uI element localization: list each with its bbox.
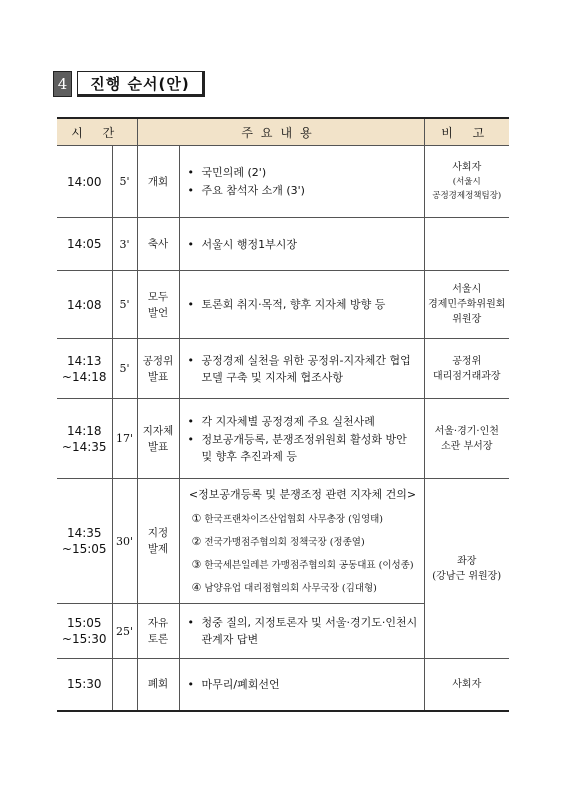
note-cell xyxy=(424,218,509,271)
table-row xyxy=(57,271,509,339)
time-cell: 14:35 ~15:05 xyxy=(57,479,112,604)
table-row xyxy=(57,146,509,218)
section-heading xyxy=(53,71,205,97)
time-cell: 14:13 ~14:18 xyxy=(57,339,112,399)
item-cell: 자유 토론 xyxy=(137,604,179,659)
content-cell xyxy=(179,659,424,711)
header-content: 주요내용 xyxy=(137,118,424,146)
list-item: • 공정경제 실천을 위한 공정위-지자체간 협업모델 구축 및 지자체 협조사항 xyxy=(187,353,411,384)
list-item: • 각 지자체별 공정경제 주요 실천사례 xyxy=(187,414,375,428)
section-number: 4 xyxy=(53,71,72,97)
list-item: • 국민의례 (2') xyxy=(187,166,267,179)
time-cell: 14:08 xyxy=(57,271,112,339)
header-time: 시 간 xyxy=(57,118,137,146)
list-item: • 서울시 행정1부시장 xyxy=(187,237,298,251)
duration-cell: 17' xyxy=(112,399,137,479)
list-item: • 정보공개등록, 분쟁조정위원회 활성화 방안 및 향후 추진과제 등 xyxy=(187,432,407,463)
note-cell: 사회자 (서울시 공정경제정책팀장) xyxy=(424,146,509,218)
time-cell: 14:18 ~14:35 xyxy=(57,399,112,479)
item-cell: 모두 발언 xyxy=(137,271,179,339)
note-cell: 공정위 대리점거래과장 xyxy=(424,339,509,399)
table-header-row xyxy=(57,118,509,146)
duration-cell: 25' xyxy=(112,604,137,659)
time-cell: 15:30 xyxy=(57,659,112,711)
list-item: • 주요 참석자 소개 (3') xyxy=(187,184,305,197)
duration-cell: 30' xyxy=(112,479,137,604)
content-cell xyxy=(179,218,424,271)
item-cell: 지정 발제 xyxy=(137,479,179,604)
content-cell xyxy=(179,479,424,604)
duration-cell xyxy=(112,659,137,711)
content-cell xyxy=(179,271,424,339)
note-cell: 서울·경기·인천 소관 부서장 xyxy=(424,399,509,479)
note-cell: 사회자 xyxy=(424,659,509,711)
header-note: 비 고 xyxy=(424,118,509,146)
schedule-table xyxy=(57,117,509,712)
note-cell: 서울시 경제민주화위원회 위원장 xyxy=(424,271,509,339)
list-item: ③ 한국세븐일레븐 가맹점주협의회 공동대표 (이성종) xyxy=(191,558,414,571)
list-item: ① 한국프랜차이즈산업협회 사무총장 (임영태) xyxy=(191,512,384,525)
content-cell xyxy=(179,604,424,659)
subsection-title: <정보공개등록 및 분쟁조정 관련 지자체 건의> xyxy=(188,488,417,501)
time-cell: 15:05 ~15:30 xyxy=(57,604,112,659)
content-cell xyxy=(179,399,424,479)
list-item: • 토론회 취지·목적, 향후 지자체 방향 등 xyxy=(187,298,386,311)
duration-cell: 3' xyxy=(112,218,137,271)
content-cell xyxy=(179,339,424,399)
item-cell: 공정위 발표 xyxy=(137,339,179,399)
item-cell: 폐회 xyxy=(137,659,179,711)
content-cell xyxy=(179,146,424,218)
list-item: ② 전국가맹점주협의회 정책국장 (정종열) xyxy=(191,535,365,548)
table-row xyxy=(57,399,509,479)
table-row xyxy=(57,339,509,399)
list-item: ④ 남양유업 대리점협의회 사무국장 (김대형) xyxy=(191,581,377,594)
time-cell: 14:00 xyxy=(57,146,112,218)
time-cell: 14:05 xyxy=(57,218,112,271)
table-row xyxy=(57,479,509,604)
table-row xyxy=(57,659,509,711)
item-cell: 축사 xyxy=(137,218,179,271)
section-title: 진행 순서(안) xyxy=(77,71,205,97)
list-item: • 마무리/폐회선언 xyxy=(187,677,280,691)
table-row xyxy=(57,218,509,271)
note-cell: 좌장 (강남근 위원장) xyxy=(424,479,509,659)
item-cell: 개회 xyxy=(137,146,179,218)
list-item: • 청중 질의, 지정토론자 및 서울·경기도·인천시 관계자 답변 xyxy=(187,616,418,646)
duration-cell: 5' xyxy=(112,146,137,218)
item-cell: 지자체 발표 xyxy=(137,399,179,479)
duration-cell: 5' xyxy=(112,339,137,399)
duration-cell: 5' xyxy=(112,271,137,339)
